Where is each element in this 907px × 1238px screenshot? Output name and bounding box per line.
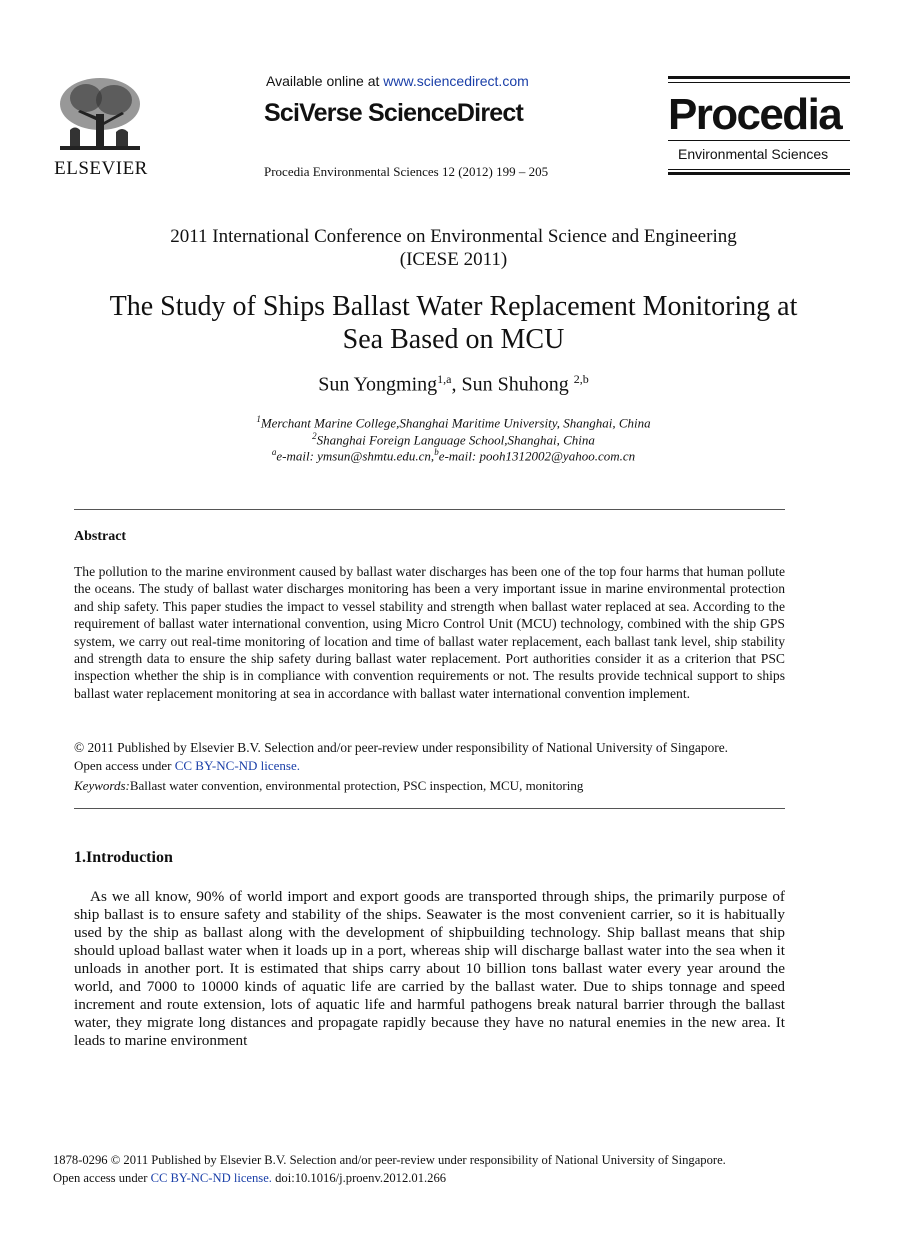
procedia-subtitle: Environmental Sciences	[678, 146, 829, 162]
elsevier-wordmark: ELSEVIER	[54, 158, 148, 179]
affiliation-2-sup: 2	[312, 431, 317, 441]
footer-doi: doi:10.1016/j.proenv.2012.01.266	[271, 1171, 447, 1185]
abstract-heading: Abstract	[74, 529, 127, 544]
license-link[interactable]: CC BY-NC-ND license.	[174, 758, 301, 773]
abstract-text: The pollution to the marine environment caused by ballast water discharges has been one of the top four harms that human pollute the oceans. The study of ballast water discharges monitoring has been a very important issue in marine environmental protection and ship safety. This paper studies the impact to vessel stability and strength when ballast water replaced at sea. According to the requirement of ballast water international convention, using Micro Control Unit (MCU) technology, combined with the ship GPS system, we carry out real-time monitoring of location and time of ballast water replacement, each ballast tank level, ship stability and strength data to ensure the ship safety during ballast water replacement. Port authorities consider it as a criterion that PSC inspection whether the ship is in compliance with convention requirements or not. The results provide technical support to ships ballast water replacement monitoring at sea in accordance with ballast water international convention implement.	[74, 564, 785, 701]
open-access-prefix: Open access under	[74, 758, 175, 773]
procedia-top-thin-rule	[668, 82, 850, 83]
footer-open-access-prefix: Open access under	[53, 1171, 151, 1185]
keywords-text: Ballast water convention, environmental protection, PSC inspection, MCU, monitoring	[129, 778, 584, 793]
procedia-mid-rule	[668, 140, 850, 141]
email-line	[0, 447, 907, 464]
paper-title-line-2: Sea Based on MCU	[342, 324, 565, 355]
abstract-bottom-divider	[74, 808, 785, 809]
procedia-bottom-thin-rule	[668, 169, 850, 170]
introduction-text: As we all know, 90% of world import and export goods are transported through ships, the primarily purpose of ship ballast is to ensure safety and stability of the ships. Seawater is the most convenient carrier, so it is habitually used by the ship as ballast along with the development of shipbuilding technology. Ship ballast means that ship should upload ballast water when it loads up in a port, whereas ship will discharge ballast water into the sea when it unloads in another port. It is estimated that ships carry about 10 billion tons ballast water every year around the world, and 7000 to 10000 kinds of aquatic life are carried by the ballast water. Due to ships tonnage and speed increment and route extension, lots of aquatic life and harmful pathogens break natural barrier through the ballast water, they migrate long distances and propagate rapidly because they have no natural enemies in the new area. It leads to marine environment	[74, 888, 785, 1049]
keywords-label: Keywords:	[74, 778, 130, 793]
affiliation-2-text: Shanghai Foreign Language School,Shanghai, China	[316, 432, 595, 448]
procedia-top-rule	[668, 76, 850, 79]
procedia-bottom-rule	[668, 172, 850, 175]
elsevier-logo	[52, 74, 150, 178]
footer-copyright: 1878-0296 © 2011 Published by Elsevier B.V. Selection and/or peer-review under responsibility of National University of Singapore.	[53, 1153, 726, 1167]
email-b: e-mail: pooh1312002@yahoo.com.cn	[438, 448, 636, 464]
author-1: Sun Yongming	[318, 373, 438, 396]
author-separator: ,	[451, 373, 462, 396]
sciverse-sciencedirect-wordmark: SciVerse ScienceDirect	[264, 99, 523, 127]
procedia-logo	[668, 76, 850, 176]
abstract-open-access	[74, 758, 300, 774]
abstract-top-divider	[74, 509, 785, 510]
sciencedirect-link[interactable]: www.sciencedirect.com	[383, 73, 529, 89]
author-2-sup: 2,b	[573, 372, 589, 386]
affiliation-2	[0, 431, 907, 448]
footer-license-doi	[53, 1171, 446, 1186]
affiliation-1	[0, 414, 907, 431]
elsevier-tree-icon	[56, 74, 144, 156]
paper-title-line-1: The Study of Ships Ballast Water Replacement Monitoring at	[109, 291, 798, 322]
footer-license-link[interactable]: CC BY-NC-ND license.	[150, 1171, 272, 1185]
keywords-line	[74, 778, 583, 794]
author-1-sup: 1,a	[437, 372, 452, 386]
affiliation-1-text: Merchant Marine College,Shanghai Maritime University, Shanghai, China	[260, 415, 651, 431]
authors-line	[0, 372, 907, 397]
abstract-copyright: © 2011 Published by Elsevier B.V. Selection and/or peer-review under responsibility of National University of Singapore.	[74, 740, 729, 755]
email-b-sup: b	[434, 447, 439, 457]
affiliation-1-sup: 1	[256, 414, 261, 424]
email-a-sup: a	[271, 447, 277, 457]
available-online-line	[266, 73, 529, 89]
available-prefix: Available online at	[266, 73, 384, 89]
introduction-heading: 1.Introduction	[74, 849, 173, 866]
email-a: e-mail: ymsun@shmtu.edu.cn,	[276, 448, 435, 464]
author-2: Sun Shuhong	[461, 373, 569, 396]
conference-line-2: (ICESE 2011)	[399, 249, 508, 270]
journal-citation: Procedia Environmental Sciences 12 (2012) 199 – 205	[264, 164, 549, 179]
conference-line-1: 2011 International Conference on Environmental Science and Engineering	[170, 226, 737, 247]
procedia-title: Procedia	[668, 90, 842, 139]
